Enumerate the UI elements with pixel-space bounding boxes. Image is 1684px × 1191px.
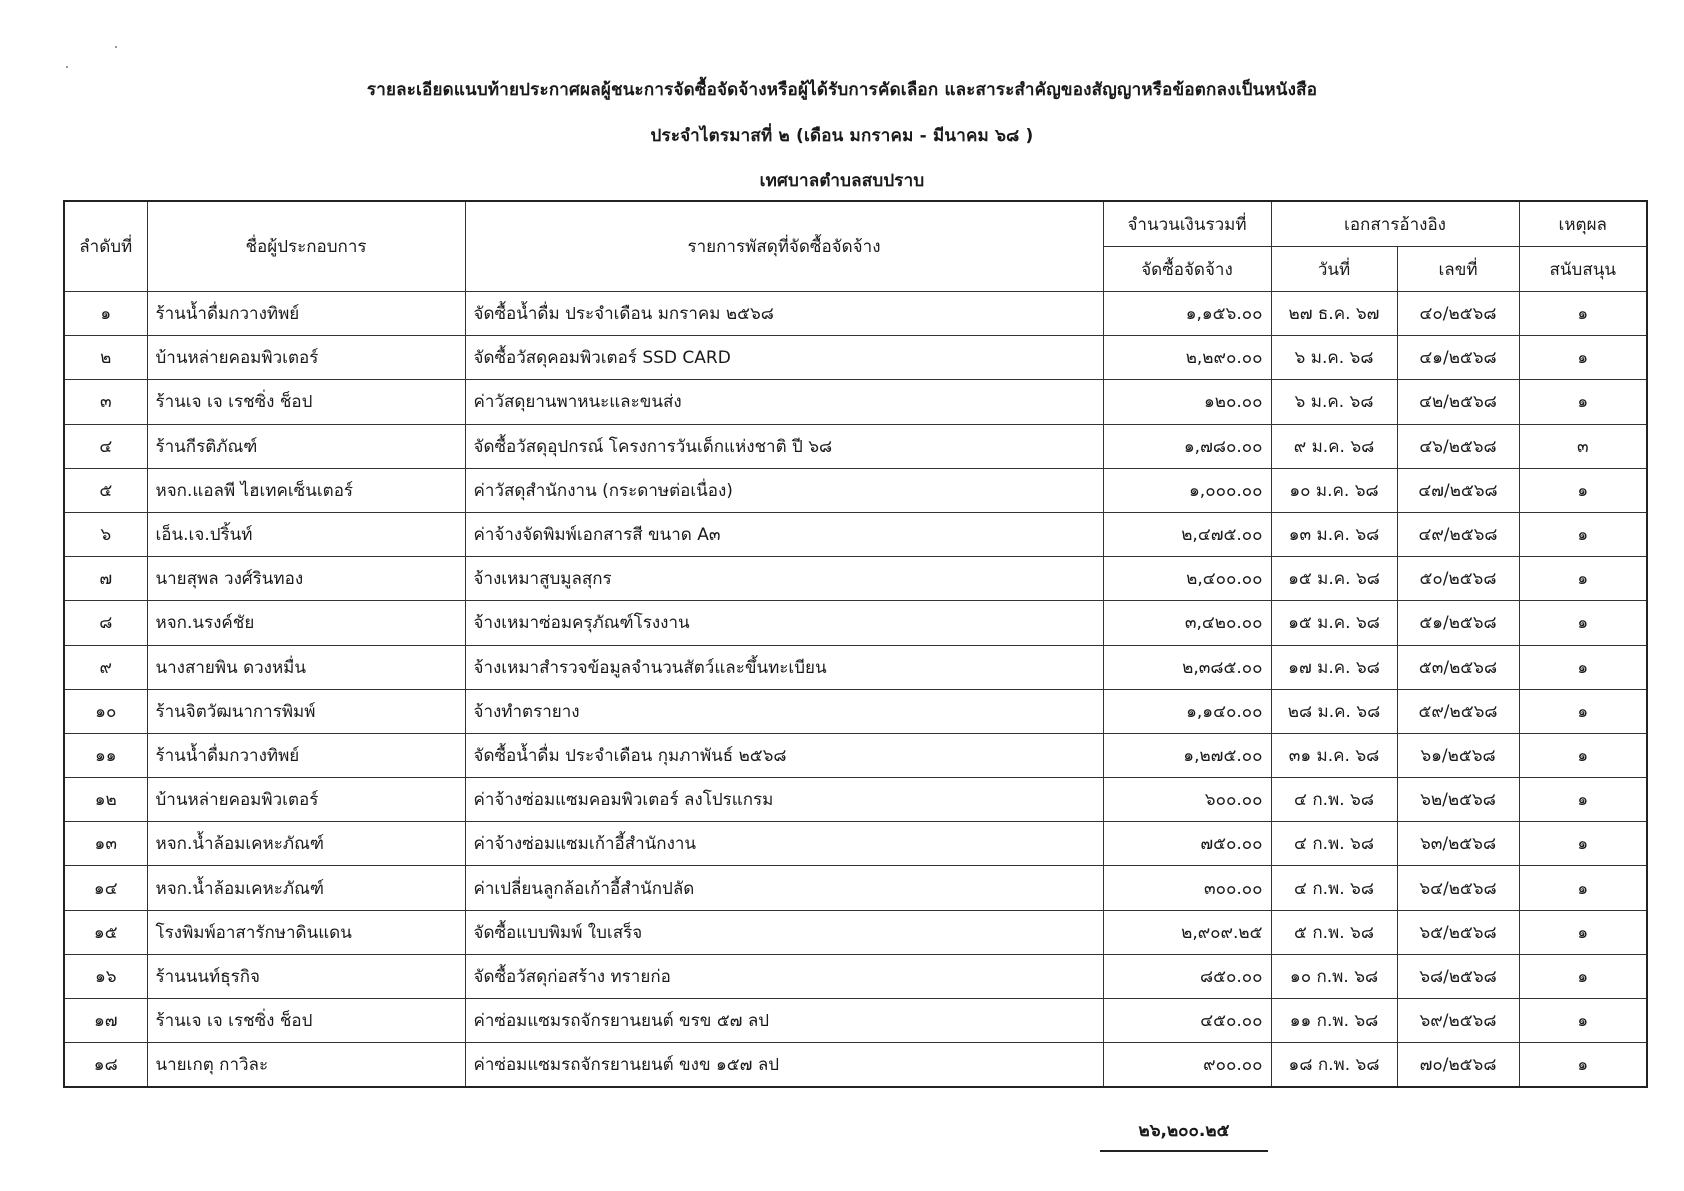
table-header-row <box>64 201 1647 247</box>
item-description: ค่าซ่อมแซมรถจักรยานยนต์ ขรข ๕๗ ลป <box>465 999 1103 1043</box>
reference-number: ๖๑/๒๕๖๘ <box>1397 733 1519 777</box>
reason-code: ๑ <box>1519 468 1647 512</box>
row-number: ๘ <box>64 601 147 645</box>
row-number: ๑๕ <box>64 910 147 954</box>
reference-number: ๕๐/๒๕๖๘ <box>1397 557 1519 601</box>
item-description: ค่าเปลี่ยนลูกล้อเก้าอี้สำนักปลัด <box>465 866 1103 910</box>
row-number: ๑ <box>64 292 147 336</box>
reason-code: ๑ <box>1519 822 1647 866</box>
reference-date: ๑๗ ม.ค. ๖๘ <box>1271 645 1397 689</box>
reason-code: ๑ <box>1519 866 1647 910</box>
row-number: ๙ <box>64 645 147 689</box>
reason-code: ๑ <box>1519 557 1647 601</box>
reference-number: ๖๙/๒๕๖๘ <box>1397 999 1519 1043</box>
item-description: จ้างเหมาสำรวจข้อมูลจำนวนสัตว์และขึ้นทะเบียน <box>465 645 1103 689</box>
reference-number: ๖๒/๒๕๖๘ <box>1397 778 1519 822</box>
item-description: จัดซื้อแบบพิมพ์ ใบเสร็จ <box>465 910 1103 954</box>
amount: ๑,๑๔๐.๐๐ <box>1103 689 1271 733</box>
item-description: ค่าจ้างซ่อมแซมเก้าอี้สำนักงาน <box>465 822 1103 866</box>
row-number: ๑๘ <box>64 1043 147 1088</box>
reference-number: ๕๓/๒๕๖๘ <box>1397 645 1519 689</box>
reason-code: ๑ <box>1519 601 1647 645</box>
reference-number: ๔๑/๒๕๖๘ <box>1397 336 1519 380</box>
amount: ๑,๗๘๐.๐๐ <box>1103 424 1271 468</box>
scan-speck <box>115 46 117 48</box>
item-description: จัดซื้อวัสดุคอมพิวเตอร์ SSD CARD <box>465 336 1103 380</box>
amount: ๓๐๐.๐๐ <box>1103 866 1271 910</box>
vendor-name: โรงพิมพ์อาสารักษาดินแดน <box>147 910 465 954</box>
reason-code: ๑ <box>1519 512 1647 556</box>
vendor-name: บ้านหล่ายคอมพิวเตอร์ <box>147 778 465 822</box>
amount: ๘๕๐.๐๐ <box>1103 954 1271 998</box>
reason-code: ๑ <box>1519 292 1647 336</box>
row-number: ๑๐ <box>64 689 147 733</box>
item-description: จัดซื้อน้ำดื่ม ประจำเดือน มกราคม ๒๕๖๘ <box>465 292 1103 336</box>
item-description: ค่าวัสดุสำนักงาน (กระดาษต่อเนื่อง) <box>465 468 1103 512</box>
reference-date: ๑๘ ก.พ. ๖๘ <box>1271 1043 1397 1088</box>
table-row <box>64 512 1647 556</box>
reference-date: ๑๓ ม.ค. ๖๘ <box>1271 512 1397 556</box>
item-description: ค่าซ่อมแซมรถจักรยานยนต์ ขงข ๑๕๗ ลป <box>465 1043 1103 1088</box>
reason-code: ๑ <box>1519 910 1647 954</box>
table-body <box>64 292 1647 1088</box>
amount: ๒,๓๘๕.๐๐ <box>1103 645 1271 689</box>
reference-number: ๔๖/๒๕๖๘ <box>1397 424 1519 468</box>
table-row <box>64 733 1647 777</box>
reason-code: ๑ <box>1519 380 1647 424</box>
reference-number: ๕๙/๒๕๖๘ <box>1397 689 1519 733</box>
reference-number: ๗๐/๒๕๖๘ <box>1397 1043 1519 1088</box>
row-number: ๑๒ <box>64 778 147 822</box>
vendor-name: ร้านนนท์ธุรกิจ <box>147 954 465 998</box>
col-header-amount-line1: จำนวนเงินรวมที่ <box>1103 201 1271 247</box>
amount: ๒,๒๙๐.๐๐ <box>1103 336 1271 380</box>
row-number: ๒ <box>64 336 147 380</box>
col-header-amount-line2: จัดซื้อจัดจ้าง <box>1103 247 1271 292</box>
reference-number: ๔๙/๒๕๖๘ <box>1397 512 1519 556</box>
amount: ๑,๑๕๖.๐๐ <box>1103 292 1271 336</box>
reference-date: ๑๑ ก.พ. ๖๘ <box>1271 999 1397 1043</box>
procurement-table <box>63 200 1648 1088</box>
reference-date: ๖ ม.ค. ๖๘ <box>1271 380 1397 424</box>
vendor-name: ร้านน้ำดื่มกวางทิพย์ <box>147 292 465 336</box>
vendor-name: บ้านหล่ายคอมพิวเตอร์ <box>147 336 465 380</box>
table-row <box>64 778 1647 822</box>
reference-date: ๒๘ ม.ค. ๖๘ <box>1271 689 1397 733</box>
reference-number: ๔๒/๒๕๖๘ <box>1397 380 1519 424</box>
item-description: จัดซื้อวัสดุอุปกรณ์ โครงการวันเด็กแห่งชาติ ปี ๖๘ <box>465 424 1103 468</box>
amount: ๑,๒๗๕.๐๐ <box>1103 733 1271 777</box>
document-title: รายละเอียดแนบท้ายประกาศผลผู้ชนะการจัดซื้อจัดจ้างหรือผู้ได้รับการคัดเลือก และสาระสำคัญของสัญญาหรือข้อตกลงเป็นหนังสือ <box>366 80 1318 100</box>
reason-code: ๑ <box>1519 733 1647 777</box>
reason-code: ๑ <box>1519 999 1647 1043</box>
scan-speck <box>66 66 68 68</box>
vendor-name: หจก.น้ำล้อมเคหะภัณฑ์ <box>147 822 465 866</box>
col-header-doc-number: เลขที่ <box>1397 247 1519 292</box>
reason-code: ๑ <box>1519 645 1647 689</box>
item-description: ค่าวัสดุยานพาหนะและขนส่ง <box>465 380 1103 424</box>
reference-date: ๔ ก.พ. ๖๘ <box>1271 866 1397 910</box>
reference-date: ๖ ม.ค. ๖๘ <box>1271 336 1397 380</box>
row-number: ๗ <box>64 557 147 601</box>
reason-code: ๑ <box>1519 336 1647 380</box>
vendor-name: ร้านกีรติภัณฑ์ <box>147 424 465 468</box>
reference-date: ๑๐ ก.พ. ๖๘ <box>1271 954 1397 998</box>
vendor-name: ร้านเจ เจ เรชซิ่ง ช็อป <box>147 380 465 424</box>
reference-date: ๕ ก.พ. ๖๘ <box>1271 910 1397 954</box>
row-number: ๑๗ <box>64 999 147 1043</box>
amount: ๒,๙๐๙.๒๕ <box>1103 910 1271 954</box>
amount: ๑,๐๐๐.๐๐ <box>1103 468 1271 512</box>
row-number: ๑๖ <box>64 954 147 998</box>
reason-code: ๑ <box>1519 778 1647 822</box>
reason-code: ๑ <box>1519 954 1647 998</box>
reference-date: ๑๐ ม.ค. ๖๘ <box>1271 468 1397 512</box>
reference-number: ๔๗/๒๕๖๘ <box>1397 468 1519 512</box>
table-row <box>64 380 1647 424</box>
row-number: ๑๔ <box>64 866 147 910</box>
col-header-date: วันที่ <box>1271 247 1397 292</box>
reference-date: ๒๗ ธ.ค. ๖๗ <box>1271 292 1397 336</box>
amount: ๒,๔๗๕.๐๐ <box>1103 512 1271 556</box>
table-row <box>64 822 1647 866</box>
col-header-vendor: ชื่อผู้ประกอบการ <box>147 201 465 292</box>
reference-date: ๓๑ ม.ค. ๖๘ <box>1271 733 1397 777</box>
table-row <box>64 689 1647 733</box>
reference-date: ๑๕ ม.ค. ๖๘ <box>1271 557 1397 601</box>
vendor-name: หจก.นรงค์ชัย <box>147 601 465 645</box>
amount: ๒,๔๐๐.๐๐ <box>1103 557 1271 601</box>
reference-number: ๖๔/๒๕๖๘ <box>1397 866 1519 910</box>
reference-number: ๖๓/๒๕๖๘ <box>1397 822 1519 866</box>
col-header-item: รายการพัสดุที่จัดซื้อจัดจ้าง <box>465 201 1103 292</box>
reference-date: ๙ ม.ค. ๖๘ <box>1271 424 1397 468</box>
vendor-name: นายเกตุ กาวิละ <box>147 1043 465 1088</box>
vendor-name: ร้านจิตวัฒนาการพิมพ์ <box>147 689 465 733</box>
table-row <box>64 601 1647 645</box>
table-row <box>64 468 1647 512</box>
vendor-name: หจก.แอลพี ไฮเทคเซ็นเตอร์ <box>147 468 465 512</box>
reference-number: ๖๕/๒๕๖๘ <box>1397 910 1519 954</box>
item-description: ค่าจ้างซ่อมแซมคอมพิวเตอร์ ลงโปรแกรม <box>465 778 1103 822</box>
reference-number: ๕๑/๒๕๖๘ <box>1397 601 1519 645</box>
reference-number: ๔๐/๒๕๖๘ <box>1397 292 1519 336</box>
item-description: จ้างเหมาซ่อมครุภัณฑ์โรงงาน <box>465 601 1103 645</box>
vendor-name: ร้านน้ำดื่มกวางทิพย์ <box>147 733 465 777</box>
organization-name: เทศบาลตำบลสบปราบ <box>759 171 925 191</box>
table-row <box>64 866 1647 910</box>
vendor-name: เอ็น.เจ.ปริ้นท์ <box>147 512 465 556</box>
table-row <box>64 424 1647 468</box>
item-description: จ้างเหมาสูบมูลสุกร <box>465 557 1103 601</box>
amount: ๗๕๐.๐๐ <box>1103 822 1271 866</box>
reason-code: ๓ <box>1519 424 1647 468</box>
reference-date: ๔ ก.พ. ๖๘ <box>1271 822 1397 866</box>
row-number: ๔ <box>64 424 147 468</box>
col-header-reference: เอกสารอ้างอิง <box>1271 201 1519 247</box>
row-number: ๑๓ <box>64 822 147 866</box>
table-row <box>64 336 1647 380</box>
reference-date: ๔ ก.พ. ๖๘ <box>1271 778 1397 822</box>
reason-code: ๑ <box>1519 1043 1647 1088</box>
item-description: จ้างทำตรายาง <box>465 689 1103 733</box>
item-description: ค่าจ้างจัดพิมพ์เอกสารสี ขนาด A๓ <box>465 512 1103 556</box>
amount: ๓,๔๒๐.๐๐ <box>1103 601 1271 645</box>
vendor-name: ร้านเจ เจ เรชซิ่ง ช็อป <box>147 999 465 1043</box>
amount: ๑๒๐.๐๐ <box>1103 380 1271 424</box>
col-header-no: ลำดับที่ <box>64 201 147 292</box>
col-header-reason-line1: เหตุผล <box>1519 201 1647 247</box>
col-header-reason-line2: สนับสนุน <box>1519 247 1647 292</box>
reference-number: ๖๘/๒๕๖๘ <box>1397 954 1519 998</box>
document-subtitle: ประจำไตรมาสที่ ๒ (เดือน มกราคม - มีนาคม ๖๘ ) <box>650 126 1034 146</box>
amount: ๙๐๐.๐๐ <box>1103 1043 1271 1088</box>
row-number: ๑๑ <box>64 733 147 777</box>
amount: ๔๕๐.๐๐ <box>1103 999 1271 1043</box>
amount: ๖๐๐.๐๐ <box>1103 778 1271 822</box>
table-row <box>64 999 1647 1043</box>
row-number: ๓ <box>64 380 147 424</box>
row-number: ๖ <box>64 512 147 556</box>
table-row <box>64 1043 1647 1088</box>
reference-date: ๑๕ ม.ค. ๖๘ <box>1271 601 1397 645</box>
vendor-name: นางสายพิน ดวงหมื่น <box>147 645 465 689</box>
table-row <box>64 645 1647 689</box>
grand-total: ๒๖,๒๐๐.๒๕ <box>1100 1117 1268 1152</box>
item-description: จัดซื้อน้ำดื่ม ประจำเดือน กุมภาพันธ์ ๒๕๖๘ <box>465 733 1103 777</box>
reason-code: ๑ <box>1519 689 1647 733</box>
table-row <box>64 557 1647 601</box>
vendor-name: นายสุพล วงศ์รินทอง <box>147 557 465 601</box>
table-row <box>64 954 1647 998</box>
row-number: ๕ <box>64 468 147 512</box>
item-description: จัดซื้อวัสดุก่อสร้าง ทรายก่อ <box>465 954 1103 998</box>
table-row <box>64 292 1647 336</box>
vendor-name: หจก.น้ำล้อมเคหะภัณฑ์ <box>147 866 465 910</box>
table-row <box>64 910 1647 954</box>
